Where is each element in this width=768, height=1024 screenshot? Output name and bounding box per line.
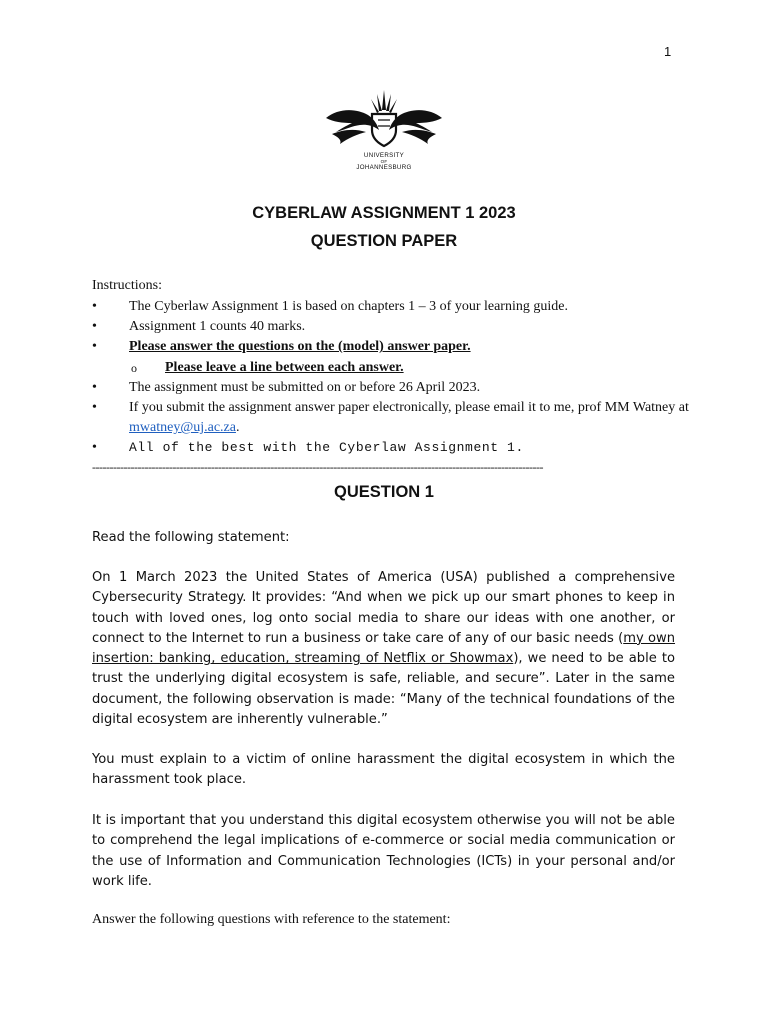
sub-bullet-icon: o <box>131 360 137 375</box>
statement-text: On 1 March 2023 the United States of America (USA) published a comprehensive Cybersecurity Strategy. It provides: “And when we pick up our smart phones to keep in touch with loved ones, log onto social media to share our ideas with one another, or connect to the Internet to run a business or take care of any of our basic needs ( <box>92 570 675 646</box>
instruction-text: If you submit the assignment answer paper electronically, please email it to me, prof MM Watney at <box>129 400 689 416</box>
instruction-text: The Cyberlaw Assignment 1 is based on chapters 1 – 3 of your learning guide. <box>129 299 568 314</box>
bullet-icon: • <box>92 440 97 456</box>
instruction-item <box>92 317 692 337</box>
dashed-divider: --------------------------------------------------------------------------------------------------------------------------------- <box>92 460 543 474</box>
document-subtitle: QUESTION PAPER <box>310 232 458 250</box>
instruction-item <box>92 398 692 438</box>
instruction-subitem <box>92 358 692 378</box>
logo-line-2: OF <box>380 159 388 165</box>
bullet-icon: • <box>92 319 97 335</box>
instruction-item <box>92 297 692 317</box>
university-crest-icon <box>322 88 446 150</box>
context-paragraph: It is important that you understand this digital ecosystem otherwise you will not be able to comprehend the legal implications of e-commerce or social media communication or the use of Information and Communication Technologies (ICTs) in your personal and/or work life. <box>92 813 675 889</box>
instruction-text: Please leave a line between each answer. <box>165 359 404 375</box>
statement-paragraph <box>92 568 675 730</box>
instruction-item <box>92 378 692 398</box>
instructions-list <box>92 297 692 459</box>
instruction-text: Assignment 1 counts 40 marks. <box>129 319 306 335</box>
bullet-icon: • <box>92 299 97 314</box>
instruction-item <box>92 337 692 357</box>
instructions-heading: Instructions: <box>92 278 162 293</box>
instruction-text: The assignment must be submitted on or before 26 April 2023. <box>129 379 481 395</box>
bullet-icon: • <box>92 379 97 395</box>
statement-insertion: my own insertion: banking, education, streaming of Netflix or Showmax <box>92 630 676 667</box>
logo-line-1: UNIVERSITY <box>363 152 405 159</box>
page-number: 1 <box>664 44 672 59</box>
instruction-text: Please answer the questions on the (model) answer paper. <box>129 339 471 355</box>
logo-line-3: JOHANNESBURG <box>356 164 412 172</box>
document-title: CYBERLAW ASSIGNMENT 1 2023 <box>252 204 516 222</box>
task-paragraph: You must explain to a victim of online harassment the digital ecosystem in which the harassment took place. <box>92 752 675 788</box>
final-instruction: Answer the following questions with reference to the statement: <box>92 912 451 927</box>
question-heading: QUESTION 1 <box>334 483 434 501</box>
email-link[interactable]: mwatney@uj.ac.za <box>129 420 236 436</box>
bullet-icon: • <box>92 400 97 416</box>
instruction-text: All of the best with the Cyberlaw Assignment 1. <box>129 440 524 456</box>
intro-paragraph: Read the following statement: <box>92 530 290 545</box>
instruction-text-suffix: . <box>235 420 240 436</box>
instruction-item <box>92 438 692 458</box>
statement-text: ), we need to be able to trust the underlying digital ecosystem is safe, reliable, and secure”. Later in the same document, the following observation is made: “Many of the technical foundations of the digital ecosystem are inherently vulnerable.” <box>92 651 675 728</box>
university-logo <box>322 88 446 174</box>
logo-wordmark <box>322 152 446 172</box>
bullet-icon: • <box>92 339 97 355</box>
